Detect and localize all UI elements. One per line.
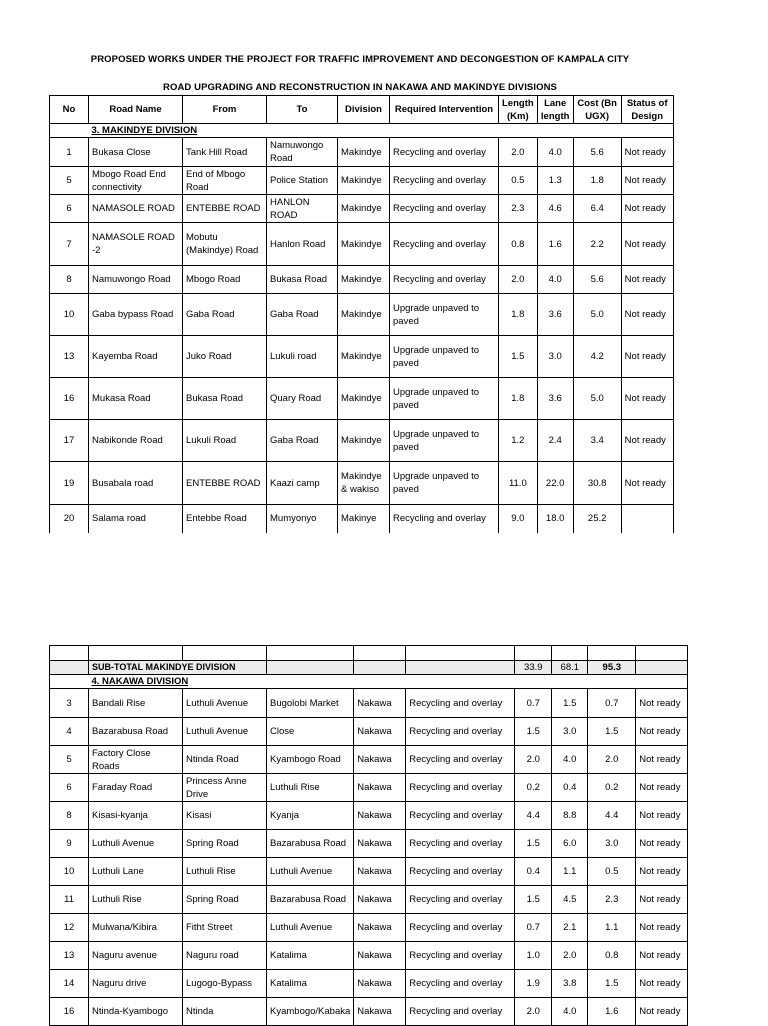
row-cost: 0.7 <box>588 689 636 718</box>
row-division: Nakawa <box>354 774 406 802</box>
row-road-name: Ntinda-Kyambogo <box>89 998 183 1026</box>
row-to: Police Station <box>267 167 338 195</box>
row-no: 6 <box>50 774 89 802</box>
row-road-name: Bandali Rise <box>89 689 183 718</box>
row-length: 2.0 <box>515 746 552 774</box>
row-to: Gaba Road <box>267 294 338 336</box>
row-division: Nakawa <box>354 746 406 774</box>
row-status: Not ready <box>621 462 673 505</box>
row-no: 9 <box>50 830 89 858</box>
row-intervention: Recycling and overlay <box>406 746 515 774</box>
row-intervention: Recycling and overlay <box>390 223 499 266</box>
table-row <box>50 718 688 746</box>
row-lane: 1.3 <box>537 167 573 195</box>
row-division: Makindye <box>338 420 390 462</box>
section-title-nakawa: 4. NAKAWA DIVISION <box>89 675 354 689</box>
table-row <box>50 942 688 970</box>
row-to: Quary Road <box>267 378 338 420</box>
header-no: No <box>50 96 89 124</box>
row-road-name: Bazarabusa Road <box>89 718 183 746</box>
row-cost: 25.2 <box>573 505 621 533</box>
header-to: To <box>267 96 338 124</box>
section-title-makindye: 3. MAKINDYE DIVISION <box>89 124 338 138</box>
row-cost: 3.4 <box>573 420 621 462</box>
subtotal-length: 33.9 <box>515 661 552 675</box>
row-status: Not ready <box>636 914 688 942</box>
row-to: Namuwongo Road <box>267 138 338 167</box>
row-no: 20 <box>50 505 89 533</box>
row-lane: 2.1 <box>552 914 588 942</box>
row-length: 11.0 <box>499 462 538 505</box>
table-row <box>50 266 674 294</box>
row-lane: 1.6 <box>537 223 573 266</box>
subtotal-cost: 95.3 <box>588 661 636 675</box>
row-status: Not ready <box>636 746 688 774</box>
row-to: Katalima <box>267 970 354 998</box>
row-no: 19 <box>50 462 89 505</box>
row-division: Makindye <box>338 378 390 420</box>
row-length: 1.8 <box>499 378 538 420</box>
row-road-name: Luthuli Avenue <box>89 830 183 858</box>
row-status: Not ready <box>636 718 688 746</box>
row-intervention: Recycling and overlay <box>406 689 515 718</box>
row-intervention: Upgrade unpaved to paved <box>390 420 499 462</box>
row-status: Not ready <box>621 223 673 266</box>
row-no: 12 <box>50 914 89 942</box>
row-no: 14 <box>50 970 89 998</box>
row-status: Not ready <box>636 858 688 886</box>
row-from: Spring Road <box>183 830 267 858</box>
row-intervention: Recycling and overlay <box>406 858 515 886</box>
row-cost: 4.2 <box>573 336 621 378</box>
row-road-name: Naguru drive <box>89 970 183 998</box>
header-intervention: Required Intervention <box>390 96 499 124</box>
row-intervention: Upgrade unpaved to paved <box>390 462 499 505</box>
row-from: ENTEBBE ROAD <box>183 462 267 505</box>
row-division: Makinye <box>338 505 390 533</box>
row-division: Makindye <box>338 138 390 167</box>
row-no: 13 <box>50 942 89 970</box>
header-lane: Lane length <box>537 96 573 124</box>
row-cost: 2.3 <box>588 886 636 914</box>
row-from: Luthuli Rise <box>183 858 267 886</box>
row-lane: 22.0 <box>537 462 573 505</box>
row-road-name: Mulwana/Kibira <box>89 914 183 942</box>
row-division: Nakawa <box>354 886 406 914</box>
row-length: 2.0 <box>499 266 538 294</box>
row-no: 11 <box>50 886 89 914</box>
row-road-name: Namuwongo Road <box>89 266 183 294</box>
table-row <box>50 336 674 378</box>
row-to: Hanlon Road <box>267 223 338 266</box>
row-from: Princess Anne Drive <box>183 774 267 802</box>
row-cost: 0.5 <box>588 858 636 886</box>
row-length: 0.5 <box>499 167 538 195</box>
row-status: Not ready <box>621 195 673 223</box>
row-intervention: Recycling and overlay <box>406 802 515 830</box>
row-lane: 4.0 <box>537 138 573 167</box>
row-status: Not ready <box>621 167 673 195</box>
row-length: 0.2 <box>515 774 552 802</box>
table-row <box>50 774 688 802</box>
row-from: Bukasa Road <box>183 378 267 420</box>
row-length: 1.5 <box>515 830 552 858</box>
row-intervention: Recycling and overlay <box>406 998 515 1026</box>
table-row <box>50 167 674 195</box>
row-cost: 0.2 <box>588 774 636 802</box>
row-road-name: Luthuli Rise <box>89 886 183 914</box>
row-to: Close <box>267 718 354 746</box>
row-lane: 6.0 <box>552 830 588 858</box>
row-from: Luthuli Avenue <box>183 689 267 718</box>
row-status: Not ready <box>636 689 688 718</box>
row-division: Makindye <box>338 167 390 195</box>
row-to: HANLON ROAD <box>267 195 338 223</box>
row-cost: 1.5 <box>588 970 636 998</box>
makindye-table <box>49 95 674 533</box>
table-row <box>50 970 688 998</box>
row-to: Kyambogo/Kabaka <box>267 998 354 1026</box>
row-road-name: NAMASOLE ROAD -2 <box>89 223 183 266</box>
row-to: Kyanja <box>267 802 354 830</box>
row-from: Mbogo Road <box>183 266 267 294</box>
row-cost: 0.8 <box>588 942 636 970</box>
row-intervention: Upgrade unpaved to paved <box>390 336 499 378</box>
header-road-name: Road Name <box>89 96 183 124</box>
row-division: Makindye <box>338 336 390 378</box>
row-status: Not ready <box>636 942 688 970</box>
row-road-name: NAMASOLE ROAD <box>89 195 183 223</box>
row-division: Makindye <box>338 195 390 223</box>
row-no: 16 <box>50 998 89 1026</box>
row-division: Makindye <box>338 223 390 266</box>
row-status: Not ready <box>636 830 688 858</box>
row-division: Makindye <box>338 266 390 294</box>
row-to: Kaazi camp <box>267 462 338 505</box>
row-no: 3 <box>50 689 89 718</box>
row-road-name: Gaba bypass Road <box>89 294 183 336</box>
row-lane: 3.8 <box>552 970 588 998</box>
row-lane: 4.5 <box>552 886 588 914</box>
row-lane: 4.0 <box>537 266 573 294</box>
row-lane: 3.6 <box>537 378 573 420</box>
row-road-name: Naguru avenue <box>89 942 183 970</box>
row-from: Mobutu (Makindye) Road <box>183 223 267 266</box>
row-from: Lukuli Road <box>183 420 267 462</box>
row-lane: 1.1 <box>552 858 588 886</box>
row-length: 2.3 <box>499 195 538 223</box>
row-intervention: Recycling and overlay <box>406 774 515 802</box>
section-row-makindye <box>50 124 674 138</box>
row-status: Not ready <box>636 886 688 914</box>
row-length: 0.4 <box>515 858 552 886</box>
row-road-name: Salama road <box>89 505 183 533</box>
row-status <box>621 505 673 533</box>
row-to: Lukuli road <box>267 336 338 378</box>
row-road-name: Kayemba Road <box>89 336 183 378</box>
row-cost: 1.6 <box>588 998 636 1026</box>
row-length: 0.8 <box>499 223 538 266</box>
row-from: Spring Road <box>183 886 267 914</box>
row-to: Kyambogo Road <box>267 746 354 774</box>
row-cost: 5.6 <box>573 266 621 294</box>
header-status: Status of Design <box>621 96 673 124</box>
row-lane: 3.0 <box>537 336 573 378</box>
row-road-name: Luthuli Lane <box>89 858 183 886</box>
row-length: 2.0 <box>499 138 538 167</box>
header-row <box>50 96 674 124</box>
row-to: Mumyonyo <box>267 505 338 533</box>
row-cost: 1.5 <box>588 718 636 746</box>
row-intervention: Recycling and overlay <box>406 830 515 858</box>
row-lane: 2.4 <box>537 420 573 462</box>
row-cost: 1.8 <box>573 167 621 195</box>
row-division: Nakawa <box>354 830 406 858</box>
row-division: Nakawa <box>354 942 406 970</box>
row-length: 1.0 <box>515 942 552 970</box>
row-from: Luthuli Avenue <box>183 718 267 746</box>
section-row-nakawa <box>50 675 688 689</box>
row-intervention: Recycling and overlay <box>406 718 515 746</box>
row-intervention: Recycling and overlay <box>406 914 515 942</box>
table-row <box>50 830 688 858</box>
row-status: Not ready <box>621 420 673 462</box>
header-cost: Cost (Bn UGX) <box>573 96 621 124</box>
row-no: 13 <box>50 336 89 378</box>
row-road-name: Mbogo Road End connectivity <box>89 167 183 195</box>
row-cost: 5.0 <box>573 294 621 336</box>
table-row <box>50 802 688 830</box>
table-row <box>50 138 674 167</box>
row-division: Nakawa <box>354 998 406 1026</box>
row-to: Bazarabusa Road <box>267 830 354 858</box>
row-status: Not ready <box>621 336 673 378</box>
row-to: Bugolobi Market <box>267 689 354 718</box>
row-intervention: Recycling and overlay <box>406 886 515 914</box>
row-from: Entebbe Road <box>183 505 267 533</box>
subtotal-label: SUB-TOTAL MAKINDYE DIVISION <box>89 661 267 675</box>
row-no: 10 <box>50 858 89 886</box>
row-cost: 2.2 <box>573 223 621 266</box>
row-intervention: Recycling and overlay <box>406 970 515 998</box>
row-from: Gaba Road <box>183 294 267 336</box>
row-road-name: Nabikonde Road <box>89 420 183 462</box>
row-no: 10 <box>50 294 89 336</box>
document-subtitle: ROAD UPGRADING AND RECONSTRUCTION IN NAKAWA AND MAKINDYE DIVISIONS <box>163 82 557 93</box>
row-from: End of Mbogo Road <box>183 167 267 195</box>
row-road-name: Bukasa Close <box>89 138 183 167</box>
row-length: 1.9 <box>515 970 552 998</box>
row-length: 1.2 <box>499 420 538 462</box>
row-division: Nakawa <box>354 802 406 830</box>
row-status: Not ready <box>636 802 688 830</box>
row-length: 1.5 <box>499 336 538 378</box>
row-lane: 18.0 <box>537 505 573 533</box>
row-lane: 3.6 <box>537 294 573 336</box>
row-from: Ntinda <box>183 998 267 1026</box>
row-lane: 4.0 <box>552 746 588 774</box>
row-cost: 5.6 <box>573 138 621 167</box>
row-intervention: Recycling and overlay <box>390 195 499 223</box>
table-row <box>50 420 674 462</box>
table-row <box>50 858 688 886</box>
row-division: Nakawa <box>354 689 406 718</box>
row-intervention: Recycling and overlay <box>390 505 499 533</box>
row-intervention: Upgrade unpaved to paved <box>390 378 499 420</box>
document-title: PROPOSED WORKS UNDER THE PROJECT FOR TRAFFIC IMPROVEMENT AND DECONGESTION OF KAMPALA CITY <box>90 54 630 65</box>
table-row <box>50 378 674 420</box>
table-row <box>50 505 674 533</box>
row-division: Makindye & wakiso <box>338 462 390 505</box>
row-lane: 0.4 <box>552 774 588 802</box>
row-status: Not ready <box>636 970 688 998</box>
row-to: Katalima <box>267 942 354 970</box>
row-division: Nakawa <box>354 718 406 746</box>
row-no: 4 <box>50 718 89 746</box>
row-length: 1.8 <box>499 294 538 336</box>
row-cost: 5.0 <box>573 378 621 420</box>
table-row <box>50 689 688 718</box>
row-to: Luthuli Avenue <box>267 858 354 886</box>
row-lane: 4.0 <box>552 998 588 1026</box>
row-lane: 8.8 <box>552 802 588 830</box>
row-lane: 1.5 <box>552 689 588 718</box>
row-to: Luthuli Avenue <box>267 914 354 942</box>
row-road-name: Kisasi-kyanja <box>89 802 183 830</box>
row-road-name: Faraday Road <box>89 774 183 802</box>
row-no: 1 <box>50 138 89 167</box>
table-row <box>50 195 674 223</box>
row-cost: 4.4 <box>588 802 636 830</box>
row-cost: 30.8 <box>573 462 621 505</box>
nakawa-table <box>49 645 688 1026</box>
row-length: 0.7 <box>515 914 552 942</box>
table-row <box>50 998 688 1026</box>
row-intervention: Recycling and overlay <box>390 266 499 294</box>
table-row <box>50 914 688 942</box>
row-road-name: Busabala road <box>89 462 183 505</box>
table-row <box>50 886 688 914</box>
row-from: Kisasi <box>183 802 267 830</box>
row-division: Nakawa <box>354 914 406 942</box>
row-no: 5 <box>50 167 89 195</box>
row-length: 2.0 <box>515 998 552 1026</box>
row-to: Gaba Road <box>267 420 338 462</box>
row-from: Ntinda Road <box>183 746 267 774</box>
row-lane: 4.6 <box>537 195 573 223</box>
row-cost: 6.4 <box>573 195 621 223</box>
row-lane: 3.0 <box>552 718 588 746</box>
row-lane: 2.0 <box>552 942 588 970</box>
row-no: 17 <box>50 420 89 462</box>
table-row <box>50 462 674 505</box>
row-no: 6 <box>50 195 89 223</box>
table-row <box>50 294 674 336</box>
row-cost: 3.0 <box>588 830 636 858</box>
row-status: Not ready <box>621 138 673 167</box>
row-status: Not ready <box>636 774 688 802</box>
row-status: Not ready <box>621 294 673 336</box>
row-from: ENTEBBE ROAD <box>183 195 267 223</box>
header-length: Length (Km) <box>499 96 538 124</box>
row-from: Juko Road <box>183 336 267 378</box>
row-from: Naguru road <box>183 942 267 970</box>
row-from: Tank Hill Road <box>183 138 267 167</box>
row-length: 1.5 <box>515 718 552 746</box>
row-no: 8 <box>50 802 89 830</box>
row-to: Bazarabusa Road <box>267 886 354 914</box>
row-division: Nakawa <box>354 858 406 886</box>
table-row <box>50 223 674 266</box>
row-no: 7 <box>50 223 89 266</box>
row-division: Makindye <box>338 294 390 336</box>
row-no: 8 <box>50 266 89 294</box>
row-no: 5 <box>50 746 89 774</box>
row-road-name: Mukasa Road <box>89 378 183 420</box>
row-no: 16 <box>50 378 89 420</box>
row-intervention: Recycling and overlay <box>406 942 515 970</box>
row-status: Not ready <box>636 998 688 1026</box>
row-status: Not ready <box>621 266 673 294</box>
header-division: Division <box>338 96 390 124</box>
subtotal-row <box>50 661 688 675</box>
row-division: Nakawa <box>354 970 406 998</box>
spacer-row <box>50 646 688 661</box>
row-cost: 2.0 <box>588 746 636 774</box>
header-from: From <box>183 96 267 124</box>
row-intervention: Recycling and overlay <box>390 138 499 167</box>
table-row <box>50 746 688 774</box>
row-cost: 1.1 <box>588 914 636 942</box>
row-length: 1.5 <box>515 886 552 914</box>
subtotal-lane: 68.1 <box>552 661 588 675</box>
row-length: 9.0 <box>499 505 538 533</box>
row-length: 0.7 <box>515 689 552 718</box>
row-intervention: Upgrade unpaved to paved <box>390 294 499 336</box>
row-intervention: Recycling and overlay <box>390 167 499 195</box>
row-to: Bukasa Road <box>267 266 338 294</box>
row-length: 4.4 <box>515 802 552 830</box>
row-from: Fitht Street <box>183 914 267 942</box>
row-to: Luthuli Rise <box>267 774 354 802</box>
row-status: Not ready <box>621 378 673 420</box>
row-road-name: Factory Close Roads <box>89 746 183 774</box>
row-from: Lugogo-Bypass <box>183 970 267 998</box>
